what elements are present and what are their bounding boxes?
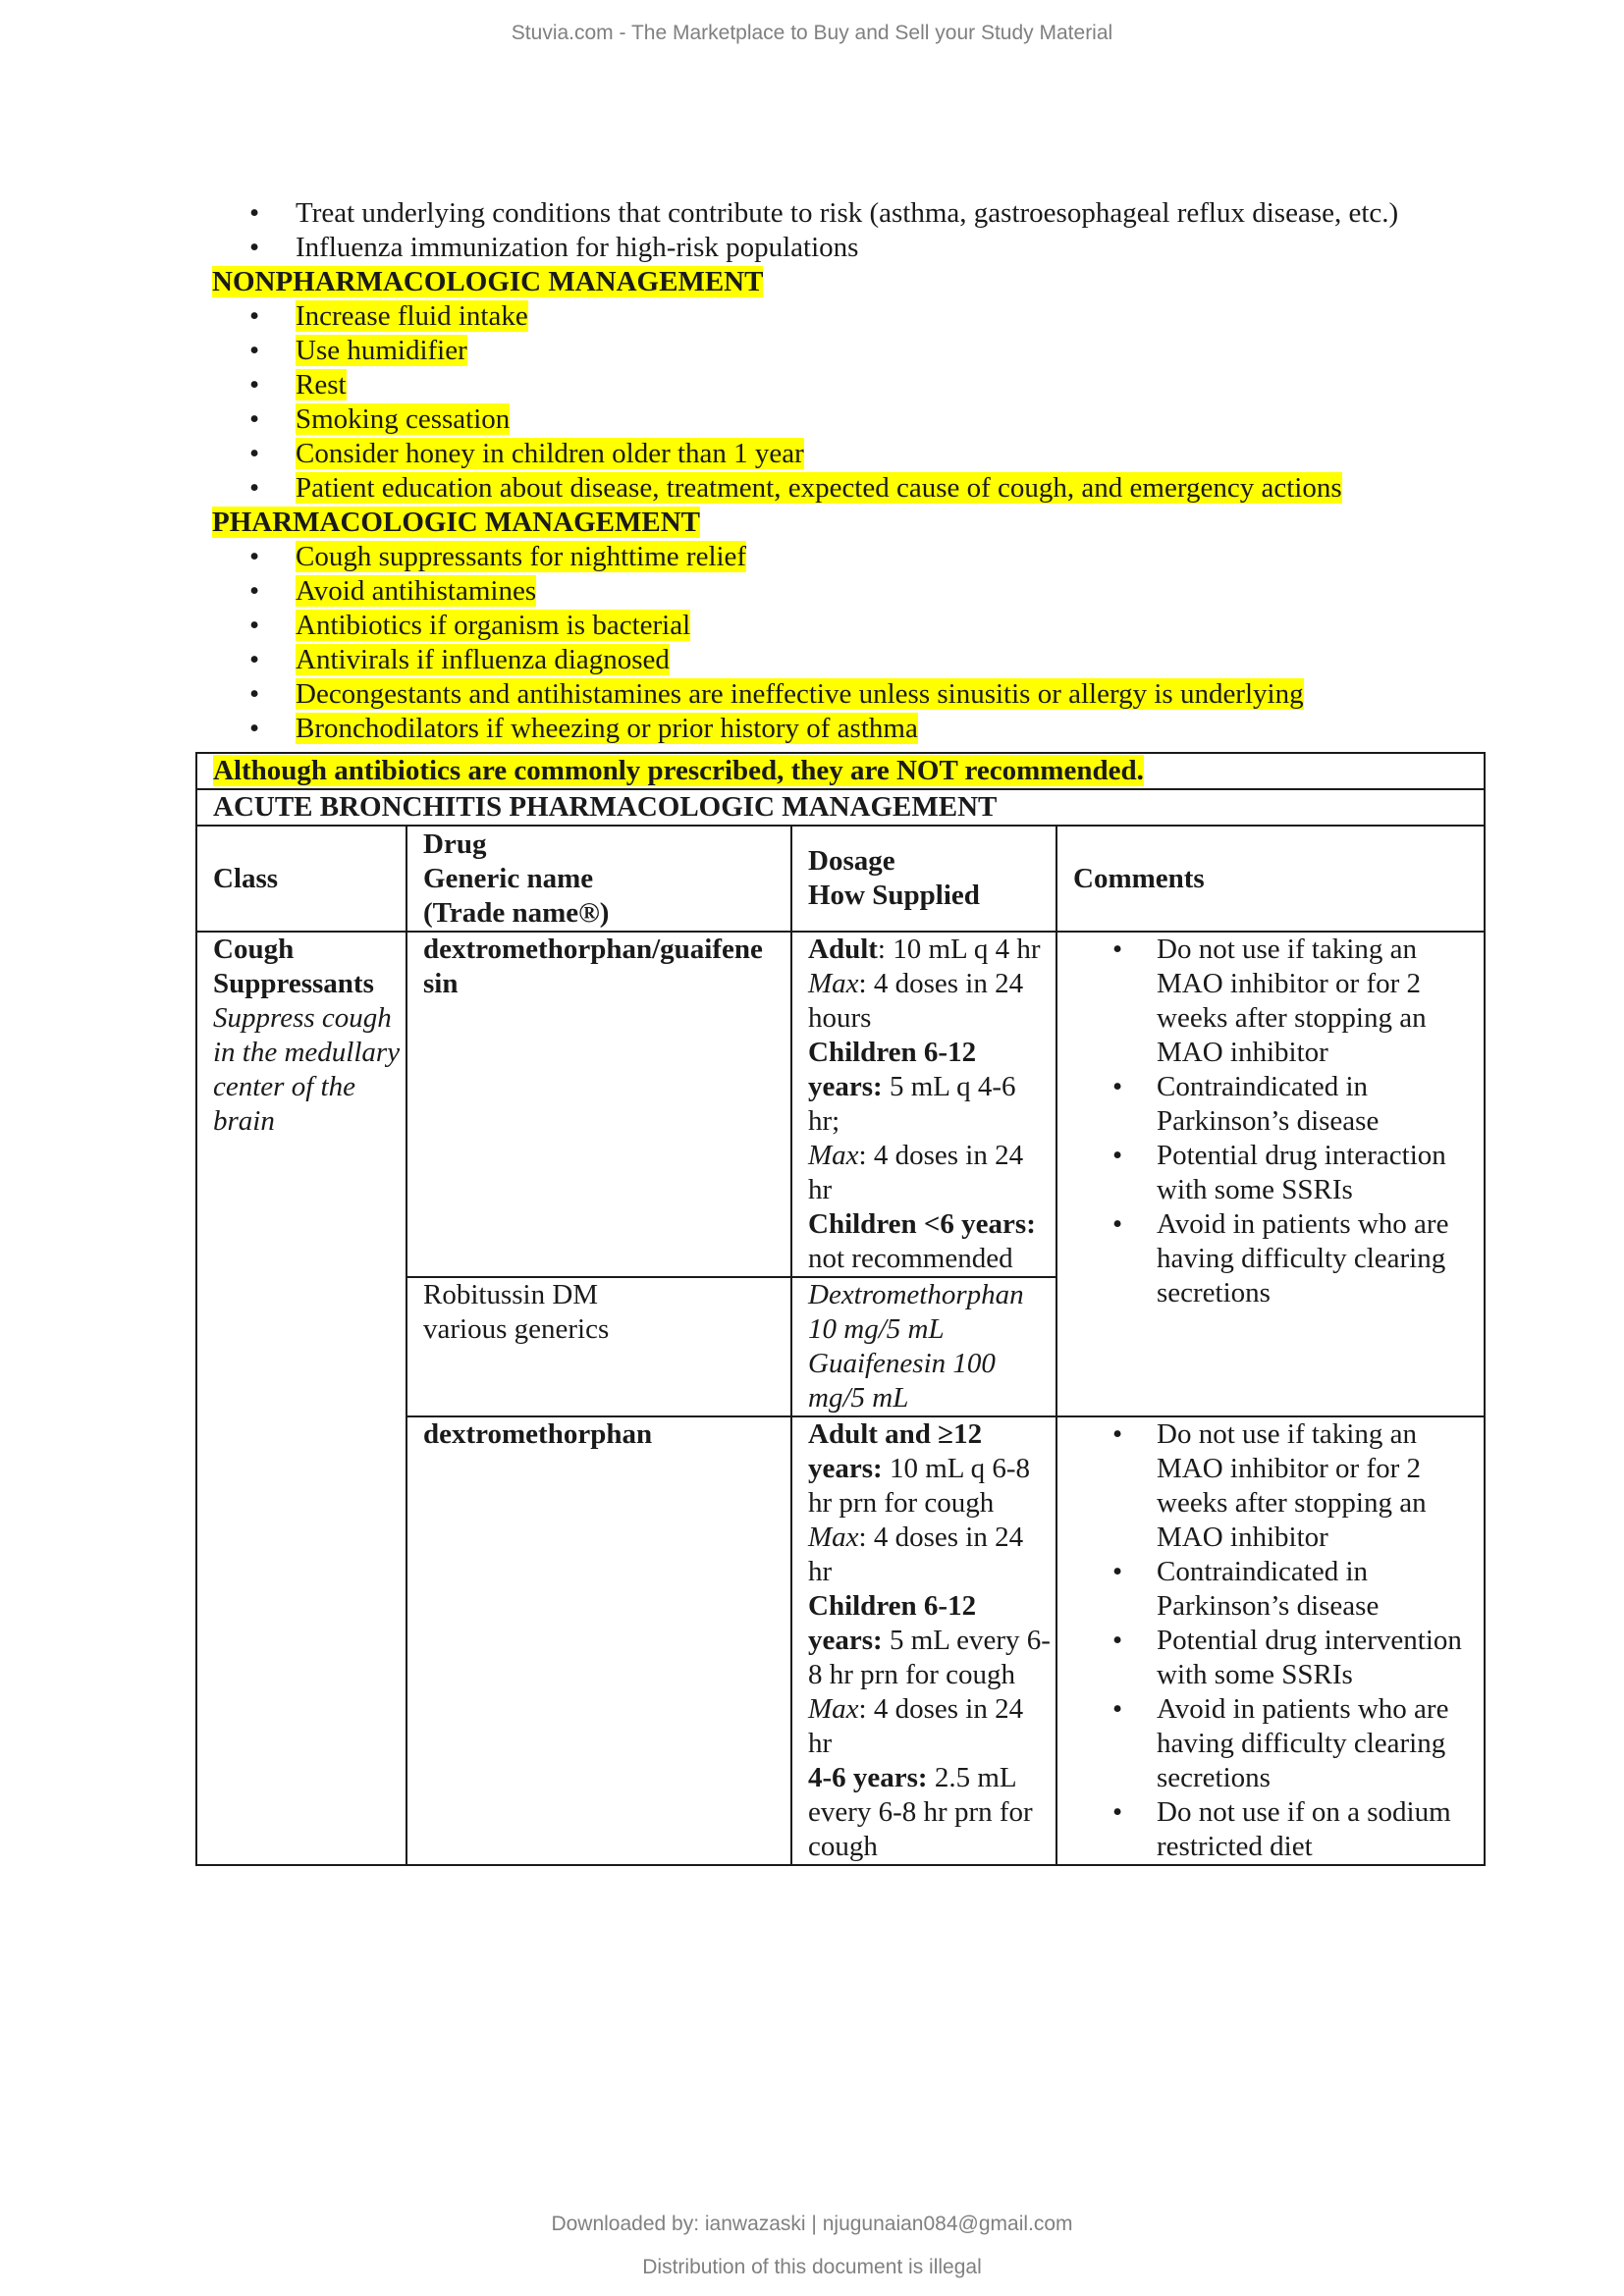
list-item: • Increase fluid intake [249,300,528,332]
pharm-list [212,540,1489,746]
class-description: Suppress cough in the medullary center of the brain [213,1002,401,1137]
list-item: • Potential drug intervention with some SSRIs [1112,1625,1462,1690]
list-item: • Smoking cessation [249,403,511,435]
col-header-drug: Drug Generic name (Trade name®) [406,826,791,932]
list-item: • Consider honey in children older than 1 year [249,438,804,469]
list-item: • Antibiotics if organism is bacterial [249,610,691,641]
table-warning-row [196,753,1485,789]
distribution-notice: Distribution of this document is illegal [642,2256,982,2278]
comments-cell [1056,932,1485,1416]
list-item: • Do not use if on a sodium restricted diet [1112,1796,1451,1862]
pharm-heading: PHARMACOLOGIC MANAGEMENT [212,507,701,538]
list-item: • Avoid antihistamines [249,575,537,607]
document-body [212,196,1489,746]
list-item: • Patient education about disease, treatment, expected cause of cough, and emergency actions [249,472,1342,504]
col-header-comments: Comments [1056,826,1485,932]
drug-cell: dextromethorphan [406,1416,791,1865]
list-item: • Do not use if taking an MAO inhibitor or for 2 weeks after stopping an MAO inhibitor [1112,934,1427,1068]
list-item: • Decongestants and antihistamines are ineffective unless sinusitis or allergy is underlying [249,678,1304,710]
nonpharm-list [212,299,1489,506]
list-item: • Do not use if taking an MAO inhibitor or for 2 weeks after stopping an MAO inhibitor [1112,1418,1427,1553]
list-item: • Cough suppressants for nighttime relief [249,541,747,572]
dosage-cell: Adult: 10 mL q 4 hr Max: 4 doses in 24 hours Children 6-12 years: 5 mL q 4-6 hr; Max: 4 doses in 24 hr Children <6 years: not recommended [791,932,1056,1277]
table-title: ACUTE BRONCHITIS PHARMACOLOGIC MANAGEMENT [196,789,1485,826]
list-item: • Bronchodilators if wheezing or prior history of asthma [249,713,918,744]
drug-cell: dextromethorphan/guaifene sin [406,932,791,1277]
dosage-cell: Adult and ≥12 years: 10 mL q 6-8 hr prn for cough Max: 4 doses in 24 hr Children 6-12 years: 5 mL every 6-8 hr prn for cough Max: 4 doses in 24 hr 4-6 years: 2.5 mL every 6-8 hr prn for cough [791,1416,1056,1865]
list-item: • Avoid in patients who are having difficulty clearing secretions [1112,1208,1449,1308]
download-notice: Downloaded by: ianwazaski | njugunaian084@gmail.com [551,2213,1073,2235]
list-item: • Potential drug interaction with some SSRIs [1112,1140,1446,1205]
list-item: • Use humidifier [249,335,467,366]
list-item: • Influenza immunization for high-risk populations [249,232,859,263]
nonpharm-heading: NONPHARMACOLOGIC MANAGEMENT [212,266,764,297]
col-header-dosage: Dosage How Supplied [791,826,1056,932]
comments-cell [1056,1416,1485,1865]
dosage-cell: Dextromethorphan 10 mg/5 mL Guaifenesin 100 mg/5 mL [791,1277,1056,1416]
intro-list [212,196,1489,265]
list-item: • Rest [249,369,347,400]
drug-table [195,752,1486,1866]
antibiotic-warning: Although antibiotics are commonly prescribed, they are NOT recommended. [213,755,1144,786]
list-item: • Avoid in patients who are having difficulty clearing secretions [1112,1693,1449,1793]
site-banner: Stuvia.com - The Marketplace to Buy and Sell your Study Material [511,22,1113,44]
drug-cell: Robitussin DM various generics [406,1277,791,1416]
table-title-row [196,789,1485,826]
class-cell: Cough Suppressants Suppress cough in the medullary center of the brain [196,932,406,1865]
table-row [196,932,1485,1277]
col-header-class: Class [196,826,406,932]
list-item: • Contraindicated in Parkinson’s disease [1112,1071,1380,1137]
list-item: • Antivirals if influenza diagnosed [249,644,670,675]
list-item: • Contraindicated in Parkinson’s disease [1112,1556,1380,1622]
table-header-row [196,826,1485,932]
list-item: • Treat underlying conditions that contribute to risk (asthma, gastroesophageal reflux disease, etc.) [249,197,1399,229]
